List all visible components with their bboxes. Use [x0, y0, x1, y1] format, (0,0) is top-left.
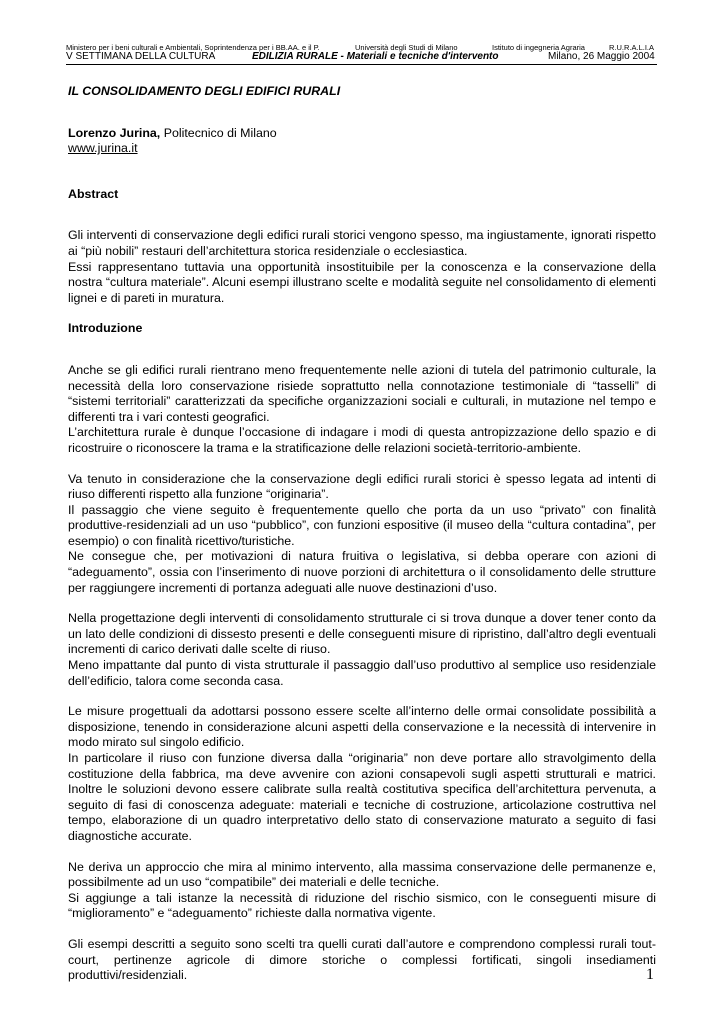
intro-paragraph: Le misure progettuali da adottarsi possono essere scelte all’interno delle ormai consolidate possibilità a disposizione, tenendo in considerazione alcuni aspetti della conservazione e la necessità di intervenire in modo mirato sul singolo edificio.: [68, 704, 656, 750]
intro-paragraph: Va tenuto in considerazione che la conservazione degli edifici rurali storici è spesso legata ad intenti di riuso differenti rispetto alla funzione “originaria”.: [68, 471, 656, 502]
intro-paragraph: Ne deriva un approccio che mira al minimo intervento, alla massima conservazione delle permanenze e, possibilmente ad un uso “compatibile” dei materiali e delle tecniche.: [68, 859, 656, 890]
header-institute: Istituto di ingegneria Agraria: [492, 43, 585, 52]
author-affiliation: Politecnico di Milano: [160, 125, 277, 140]
header-week: V SETTIMANA DELLA CULTURA: [66, 51, 216, 62]
intro-paragraph: Gli esempi descritti a seguito sono scelti tra quelli curati dall’autore e comprendono complessi rurali tout-court, pertinenze agricole di dimore storiche o complessi fortificati, singoli insediamenti produttivi/residenziali.: [68, 936, 656, 983]
header-ruralia: R.U.R.A.L.I.A: [609, 43, 655, 52]
page-number: 1: [646, 966, 654, 983]
abstract-paragraph: Essi rappresentano tuttavia una opportunità insostituibile per la conoscenza e la conservazione della nostra “cultura materiale”. Alcuni esempi illustrano scelte e modalità seguite nel consolidamento di elementi lignei e di pareti in muratura.: [68, 259, 656, 305]
intro-paragraph: Anche se gli edifici rurali rientrano meno frequentemente nelle azioni di tutela del patrimonio culturale, la necessità della loro conservazione risiede soprattutto nella connotazione testimoniale di “tasselli” di “sistemi territoriali” caratterizzati da specifiche organizzazioni sociali e culturali, in mutazione nel tempo e differenti tra i vari contesti geografici.: [68, 362, 656, 424]
intro-paragraph: Meno impattante dal punto di vista strutturale il passaggio dall’uso produttivo al semplice uso residenziale dell’edificio, talora come seconda casa.: [68, 658, 656, 688]
author-website-link[interactable]: www.jurina.it: [68, 141, 138, 156]
header-university: Università degli Studi di Milano: [355, 43, 458, 52]
intro-paragraph: L’architettura rurale è dunque l’occasione di indagare i modi di questa antropizzazione dello spazio e di ricostruire o riconoscere la trama e la stratificazione delle relazioni società-territorio-ambiente.: [68, 425, 656, 455]
author-name: Lorenzo Jurina,: [68, 125, 161, 140]
intro-paragraph: In particolare il riuso con funzione diversa dalla “originaria” non deve portare allo stravolgimento della costituzione della fabbrica, ma deve avvenire con azioni consapevoli sugli aspetti strutturali e matrici. Inoltre le soluzioni devono essere calibrate sulla realtà costitutiva specifica dell’architettura pervenuta, a seguito di fasi di conoscenza adeguate: materiali e tecniche di costruzione, articolazione costruttiva nel tempo, elaborazione di un quadro interpretativo dello stato di conservazione maturato a seguito di fasi diagnostiche accurate.: [68, 751, 656, 843]
intro-paragraph: Il passaggio che viene seguito è frequentemente quello che porta da un uso “privato” con finalità produttive-residenziali ad un uso “pubblico”, con funzioni espositive (il museo della “cultura contadina”, per esempio) o con finalità ricettivo/turistiche.: [68, 502, 656, 548]
intro-paragraph: Si aggiunge a tali istanze la necessità di riduzione del rischio sismico, con le conseguenti misure di “miglioramento” e “adeguamento” richieste dalla normativa vigente.: [68, 890, 656, 921]
header-series: EDILIZIA RURALE - Materiali e tecniche d'intervento: [252, 51, 499, 62]
abstract-paragraph: Gli interventi di conservazione degli edifici rurali storici vengono spesso, ma ingiustamente, ignorati rispetto ai “più nobili” restauri dell’architettura storica residenziale o ecclesiastica.: [68, 228, 656, 258]
header-ministry: Ministero per i beni culturali e Ambientali, Soprintendenza per i BB.AA. e il P.: [66, 43, 320, 52]
intro-paragraph: Nella progettazione degli interventi di consolidamento strutturale ci si trova dunque a dover tener conto da un lato delle condizioni di dissesto presenti e delle conseguenti misure di ripristino, dall’altro degli eventuali incrementi di carico derivati dalle scelte di riuso.: [68, 611, 656, 657]
intro-paragraph: Ne consegue che, per motivazioni di natura fruitiva o legislativa, si debba operare con azioni di “adeguamento”, ossia con l’inserimento di nuove porzioni di architettura o il consolidamento delle strutture per raggiungere incrementi di portanza adeguati alle nuove destinazioni d’uso.: [68, 549, 656, 595]
document-body: [68, 84, 656, 984]
header-divider: [66, 64, 657, 65]
abstract-heading: Abstract: [68, 186, 119, 201]
paper-title: IL CONSOLIDAMENTO DEGLI EDIFICI RURALI: [68, 84, 341, 98]
header-place-date: Milano, 26 Maggio 2004: [548, 51, 655, 62]
intro-heading: Introduzione: [68, 321, 143, 336]
author-line: [68, 126, 656, 142]
